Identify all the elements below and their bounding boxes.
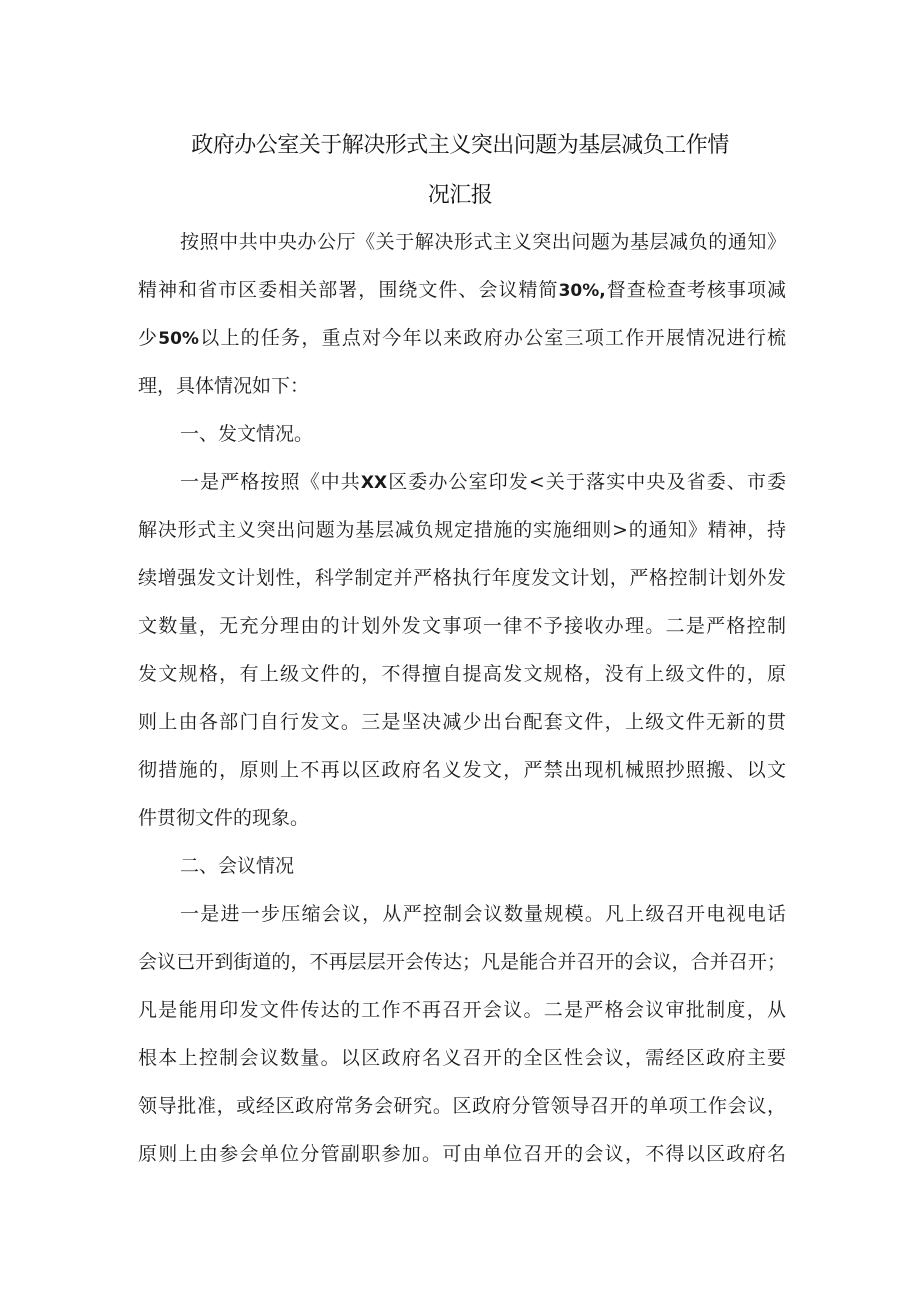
section-1-line-3: 续增强发文计划性，科学制定并严格执行年度发文计划，严格控制计划外发 xyxy=(138,567,786,589)
section-1-line-5: 发文规格，有上级文件的，不得擅自提高发文规格，没有上级文件的，原 xyxy=(138,663,786,685)
section-1-line-7: 彻措施的，原则上不再以区政府名义发文，严禁出现机械照抄照搬、以文 xyxy=(138,759,786,781)
section-1-line-2: 解决形式主义突出问题为基层减负规定措施的实施细则>的通知》精神，持 xyxy=(138,519,786,541)
section-2-line-4: 根本上控制会议数量。以区政府名义召开的全区性会议，需经区政府主要 xyxy=(138,1047,786,1069)
section-1-line-4: 文数量，无充分理由的计划外发文事项一律不予接收办理。二是严格控制 xyxy=(138,615,786,637)
intro-line-1: 按照中共中央办公厅《关于解决形式主义突出问题为基层减负的通知》 xyxy=(180,231,786,253)
section-2-line-5: 领导批准，或经区政府常务会研究。区政府分管领导召开的单项工作会议， xyxy=(138,1095,786,1117)
document-title-line-1: 政府办公室关于解决形式主义突出问题为基层减负工作情 xyxy=(191,133,729,158)
intro-line-2: 精神和省市区委相关部署，围绕文件、会议精简30%,督查检查考核事项减 xyxy=(138,279,786,301)
section-1-line-8: 件贯彻文件的现象。 xyxy=(138,807,310,829)
section-1-line-1: 一是严格按照《中共XX区委办公室印发<关于落实中央及省委、市委 xyxy=(180,471,786,493)
section-2-heading: 二、会议情况 xyxy=(180,855,295,877)
section-2-line-2: 会议已开到街道的，不再层层开会传达；凡是能合并召开的会议，合并召开； xyxy=(138,951,786,973)
document-title-line-2: 况汇报 xyxy=(427,183,493,208)
intro-line-3: 少50%以上的任务，重点对今年以来政府办公室三项工作开展情况进行梳 xyxy=(138,327,786,349)
section-2-line-3: 凡是能用印发文件传达的工作不再召开会议。二是严格会议审批制度，从 xyxy=(138,999,786,1021)
section-1-line-6: 则上由各部门自行发文。三是坚决减少出台配套文件，上级文件无新的贯 xyxy=(138,711,786,733)
section-2-line-1: 一是进一步压缩会议，从严控制会议数量规模。凡上级召开电视电话 xyxy=(180,903,786,925)
intro-line-4: 理，具体情况如下： xyxy=(138,375,310,397)
section-1-heading: 一、发文情况。 xyxy=(180,423,314,445)
section-2-line-6: 原则上由参会单位分管副职参加。可由单位召开的会议，不得以区政府名 xyxy=(138,1143,786,1165)
